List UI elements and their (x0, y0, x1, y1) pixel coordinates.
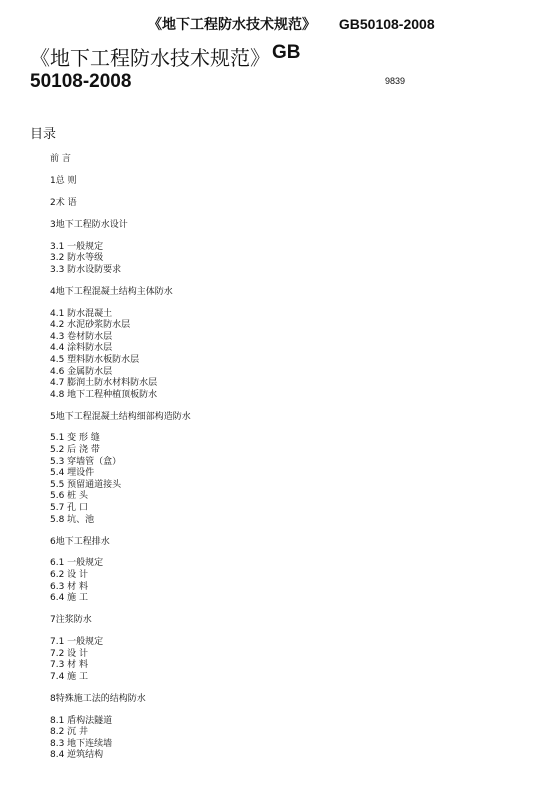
toc-heading: 目录 (30, 127, 57, 142)
toc-group (50, 615, 191, 627)
toc-entry: 4.4 涂料防水层 (50, 343, 113, 354)
toc-entry: 7.4 施 工 (50, 671, 89, 682)
table-of-contents (50, 154, 191, 772)
toc-entry: 8.2 沉 井 (50, 727, 89, 738)
toc-entry: 5.7 孔 口 (50, 503, 89, 514)
toc-entry: 7注浆防水 (50, 615, 92, 626)
toc-entry: 5.8 坑、池 (50, 514, 95, 525)
toc-entry: 4.3 卷材防水层 (50, 331, 113, 342)
toc-entry: 8.1 盾构法隧道 (50, 715, 113, 726)
toc-entry: 5.1 变 形 缝 (50, 433, 100, 444)
toc-group (50, 242, 191, 277)
toc-entry: 6.1 一般规定 (50, 558, 104, 569)
header-code: GB50108-2008 (338, 16, 435, 32)
document-title-line2: 50108-2008 (30, 71, 132, 92)
toc-entry: 5.4 埋设件 (50, 468, 95, 479)
toc-entry: 2术 语 (50, 197, 77, 208)
toc-entry: 6.2 设 计 (50, 570, 89, 580)
toc-group (50, 412, 191, 424)
toc-entry: 7.3 材 料 (50, 660, 89, 671)
title-text: 《地下工程防水技术规范》 (30, 46, 270, 70)
toc-entry: 3.1 一般规定 (50, 241, 104, 252)
toc-group (50, 537, 191, 549)
toc-group (50, 309, 191, 402)
toc-group (50, 637, 191, 683)
toc-entry: 6地下工程排水 (50, 536, 110, 547)
document-title-line1 (30, 42, 301, 71)
page-number: 9839 (385, 76, 406, 86)
toc-entry: 4.7 膨润土防水材料防水层 (50, 378, 158, 389)
toc-group (50, 198, 191, 210)
toc-entry: 5.6 桩 头 (50, 491, 89, 502)
toc-entry: 8特殊施工法的结构防水 (50, 693, 146, 704)
toc-entry: 5.5 预留通道接头 (50, 479, 122, 490)
toc-entry: 3.2 防水等级 (50, 253, 104, 264)
toc-entry: 6.3 材 料 (50, 581, 89, 592)
toc-entry: 4.6 金属防水层 (50, 366, 113, 377)
toc-entry: 4.1 防水混凝土 (50, 308, 113, 319)
toc-group (50, 694, 191, 706)
toc-entry: 5.2 后 浇 带 (50, 445, 100, 456)
toc-entry: 6.4 施 工 (50, 593, 89, 604)
toc-group (50, 558, 191, 604)
toc-entry: 5地下工程混凝土结构细部构造防水 (50, 411, 191, 422)
running-header (148, 14, 435, 34)
toc-group (50, 176, 191, 188)
toc-group (50, 220, 191, 232)
toc-entry: 前 言 (50, 154, 71, 164)
toc-entry: 5.3 穿墙管（盒） (50, 456, 122, 467)
toc-entry: 1总 则 (50, 175, 77, 186)
toc-entry: 4.5 塑料防水板防水层 (50, 354, 140, 365)
toc-entry: 7.1 一般规定 (50, 636, 104, 647)
toc-entry: 8.4 逆筑结构 (50, 750, 104, 761)
toc-entry: 3地下工程防水设计 (50, 219, 128, 230)
toc-entry: 4.2 水泥砂浆防水层 (50, 320, 131, 331)
toc-entry: 7.2 设 计 (50, 648, 89, 659)
toc-group (50, 154, 191, 166)
title-gb: GB (272, 42, 301, 63)
toc-entry: 4地下工程混凝土结构主体防水 (50, 286, 173, 297)
toc-entry: 3.3 防水设防要求 (50, 264, 122, 275)
toc-entry: 4.8 地下工程种植顶板防水 (50, 389, 158, 400)
toc-group (50, 433, 191, 526)
toc-group (50, 287, 191, 299)
toc-entry: 8.3 地下连续墙 (50, 738, 113, 749)
toc-group (50, 716, 191, 762)
header-title: 《地下工程防水技术规范》 (148, 17, 316, 33)
